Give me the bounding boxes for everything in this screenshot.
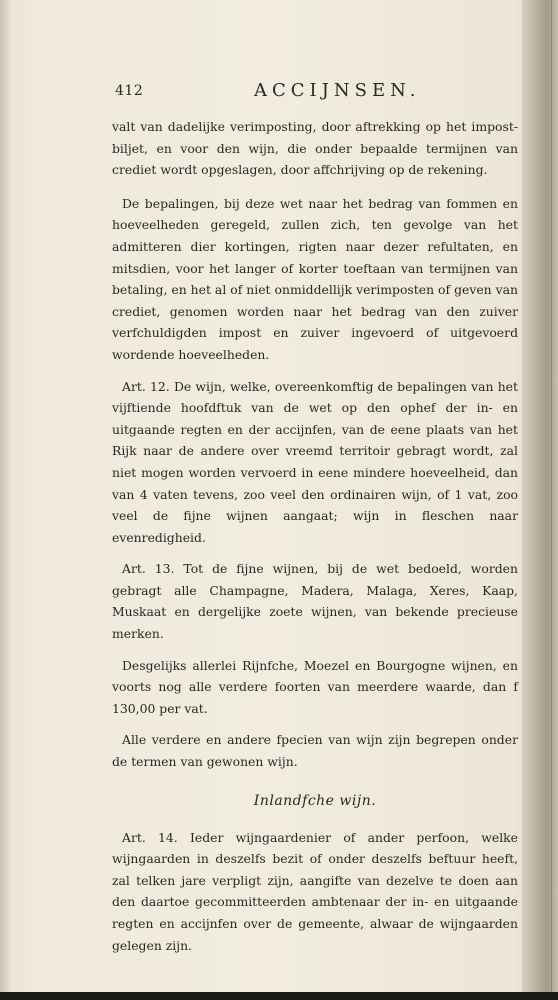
running-head [112, 80, 518, 108]
section-heading: Inlandfche wijn. [253, 792, 377, 809]
paragraph-art-13: Art. 13. Tot de fijne wijnen, bij de wet bedoeld, worden gebragt alle Champagne, Madera, Malaga, Xeres, Kaap, Muskaat en dergelijke zoete wijnen, van bekende precieuse merken. [112, 561, 518, 642]
paragraph-art-12: Art. 12. De wijn, welke, overeenkomftig de bepalingen van het vijftiende hoofdftuk van de wet op den ophef der in- en uitgaande regten en der accijnfen, van de eene plaats van het Rijk naar de andere over vreemd territoir gebragt wordt, zal niet mogen worden vervoerd in eene mindere hoeveelheid, dan van 4 vaten tevens, zoo veel den ordinairen wijn, of 1 vat, zoo veel de fijne wijnen aangaat; wijn in fleschen naar evenredigheid. [112, 378, 518, 545]
page-title: ACCIJNSEN. [254, 80, 421, 101]
scan-bottom-border [0, 992, 558, 1000]
paragraph-bepalingen: De bepalingen, bij deze wet naar het bedrag van fommen en hoeveelheden geregeld, zullen zich, ten gevolge van het admitteren dier kortingen, rigten naar dezer refultaten, en mitsdien, voor het langer of korter toeftaan van termijnen van betaling, en het al of niet onmiddellijk verimposten of geven van crediet, genomen worden naar het bedrag van den zuiver verfchuldigden impost en zuiver ingevoerd of uitgevoerd wordende hoeveelheden. [112, 195, 518, 362]
page-number: 412 [115, 83, 144, 99]
paragraph-alle-verdere: Alle verdere en andere fpecien van wijn zijn begrepen onder de termen van gewonen wijn. [112, 732, 518, 770]
page-left-edge [0, 0, 10, 1000]
paragraph-desgelijks: Desgelijks allerlei Rijnfche, Moezel en Bourgogne wijnen, en voorts nog alle verdere foorten van meerdere waarde, dan f 130,00 per vat. [112, 657, 518, 716]
book-page [112, 80, 518, 966]
paragraph-art-14: Art. 14. Ieder wijngaardenier of ander perfoon, welke wijngaarden in deszelfs bezit of onder deszelfs beftuur heeft, zal telken jare verpligt zijn, aangifte van dezelve te doen aan den daartoe gecommitteerden ambtenaar der in- en uitgaande regten en accijnfen over de gemeente, alwaar de wijngaarden gelegen zijn. [112, 829, 518, 953]
book-fore-edge [522, 0, 558, 1000]
paragraph-continuation: valt van dadelijke verimposting, door aftrekking op het impost-biljet, en voor den wijn, die onder bepaalde termijnen van crediet wordt opgeslagen, door affchrijving op de rekening. [112, 119, 518, 178]
